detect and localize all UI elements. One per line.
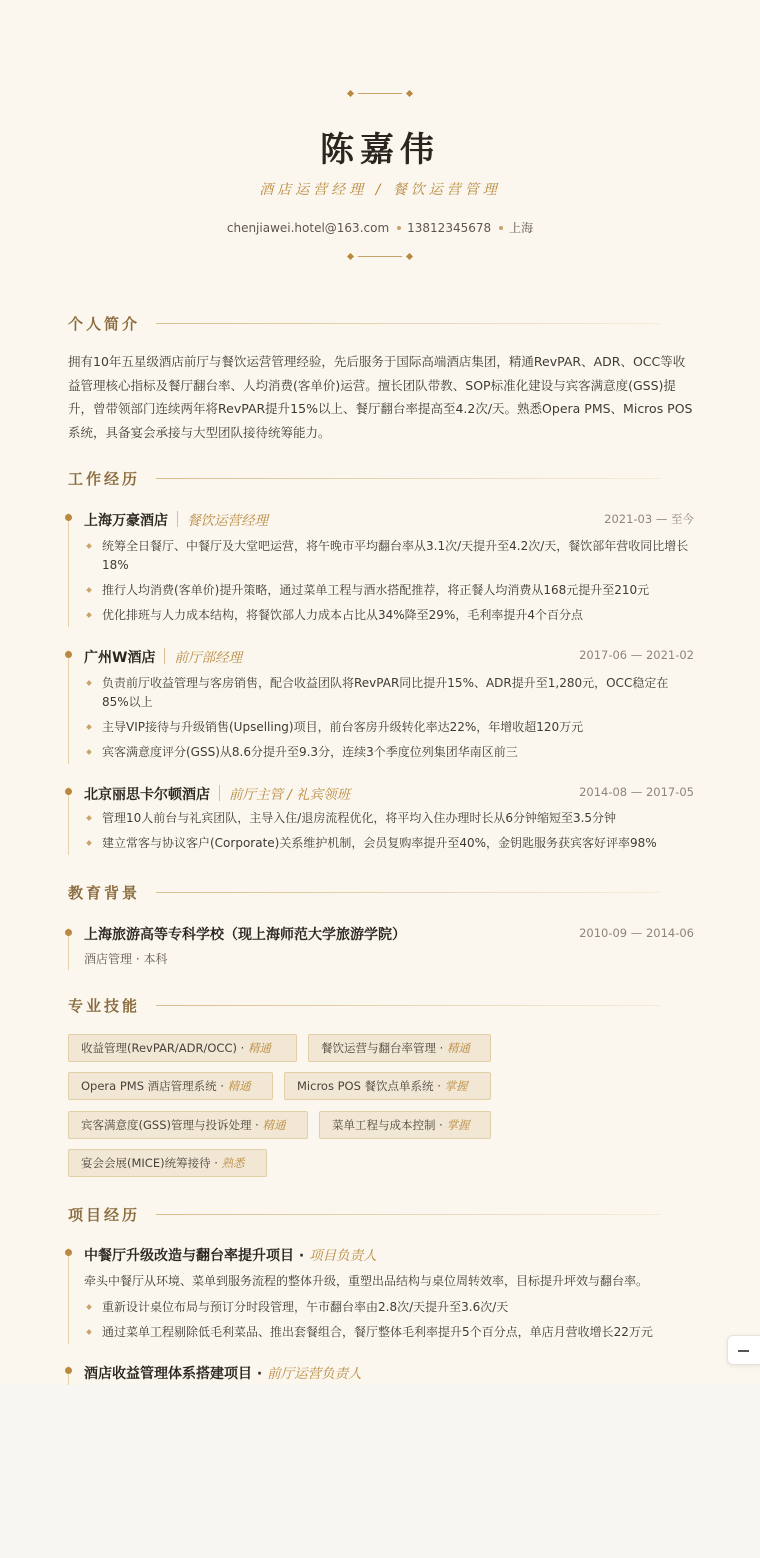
diamond-icon <box>347 253 354 260</box>
project-role: 前厅运营负责人 <box>267 1366 362 1382</box>
timeline-dot-icon <box>65 788 72 795</box>
list-item: 负责前厅收益管理与客房销售，配合收益团队将RevPAR同比提升15%、ADR提升至1,280元，OCC稳定在85%以上 <box>84 674 694 712</box>
diamond-icon <box>86 680 92 686</box>
job-role: 前厅主管 / 礼宾领班 <box>229 787 351 803</box>
work-entry <box>68 509 694 627</box>
work-items <box>84 809 694 859</box>
skill-tag: 收益管理(RevPAR/ADR/OCC) · 精通 <box>68 1034 297 1062</box>
timeline-dot-icon <box>65 929 72 936</box>
diamond-icon <box>86 724 92 730</box>
work-items <box>84 537 694 631</box>
project-entry <box>68 1362 694 1385</box>
education-entry <box>68 924 694 970</box>
skill-tag: 菜单工程与成本控制 · 掌握 <box>319 1111 491 1139</box>
entry-head <box>84 509 268 529</box>
email-text: chenjiawei.hotel@163.com <box>226 221 390 235</box>
entry-head: 酒店收益管理体系搭建项目 · 前厅运营负责人 <box>84 1366 362 1382</box>
section-title: 专业技能 <box>68 997 141 1015</box>
list-item: 统筹全日餐厅、中餐厅及大堂吧运营，将午晚市平均翻台率从3.1次/天提升至4.2次/天，餐饮部年营收同比增长18% <box>84 537 694 575</box>
diamond-icon <box>406 253 413 260</box>
project-items <box>84 1298 694 1348</box>
diamond-icon <box>86 587 92 593</box>
section-summary <box>68 313 660 333</box>
timeline-dot-icon <box>65 1249 72 1256</box>
section-title: 项目经历 <box>68 1206 141 1224</box>
work-entry <box>68 646 694 764</box>
diamond-icon <box>86 749 92 755</box>
company-name: 广州W酒店 <box>84 650 156 666</box>
job-title: 酒店运营经理 / 餐饮运营管理 <box>259 182 501 198</box>
skill-tag: Micros POS 餐饮点单系统 · 掌握 <box>284 1072 491 1100</box>
work-items <box>84 674 694 768</box>
city-text: 上海 <box>509 221 534 235</box>
company-name: 上海万豪酒店 <box>84 513 168 529</box>
date-range: 2010-09 — 2014-06 <box>579 926 694 940</box>
section-title: 工作经历 <box>68 470 141 488</box>
list-item: 优化排班与人力成本结构，将餐饮部人力成本占比从34%降至29%，毛利率提升4个百分点 <box>84 606 694 625</box>
entry-head <box>84 646 242 666</box>
section-projects <box>68 1204 660 1224</box>
contact-line <box>0 219 760 236</box>
work-entry <box>68 783 694 855</box>
dot-icon <box>397 226 401 230</box>
date-range: 2021-03 — 至今 <box>604 512 694 526</box>
major-degree: 酒店管理 · 本科 <box>84 952 168 966</box>
list-item: 推行人均消费(客单价)提升策略，通过菜单工程与酒水搭配推荐，将正餐人均消费从168元提升至210元 <box>84 581 694 600</box>
company-name: 北京丽思卡尔顿酒店 <box>84 787 210 803</box>
summary-text: 拥有10年五星级酒店前厅与餐饮运营管理经验，先后服务于国际高端酒店集团，精通RevPAR、ADR、OCC等收益管理核心指标及餐厅翻台率、人均消费(客单价)运营。擅长团队带教、SOP标准化建设与宾客满意度(GSS)提升，曾带领部门连续两年将RevPAR提升15%以上、餐厅翻台率提高至4.2次/天。熟悉Opera PMS、Micros POS系统，具备宴会承接与大型团队接待统筹能力。 <box>68 354 693 440</box>
section-education <box>68 882 660 902</box>
section-skills <box>68 995 660 1015</box>
section-work <box>68 468 660 488</box>
school-name: 上海旅游高等专科学校（现上海师范大学旅游学院） <box>84 927 406 943</box>
timeline-dot-icon <box>65 514 72 521</box>
timeline-dot-icon <box>65 1367 72 1374</box>
minus-icon <box>738 1350 749 1352</box>
section-title: 教育背景 <box>68 884 141 902</box>
diamond-icon <box>86 612 92 618</box>
timeline-dot-icon <box>65 651 72 658</box>
dot-icon <box>499 226 503 230</box>
project-entry <box>68 1244 694 1344</box>
diamond-icon <box>406 90 413 97</box>
date-range: 2014-08 — 2017-05 <box>579 785 694 799</box>
phone-text: 13812345678 <box>407 221 492 235</box>
section-title: 个人简介 <box>68 315 141 333</box>
entry-head <box>84 783 350 803</box>
top-ornament <box>348 90 412 98</box>
list-item: 主导VIP接待与升级销售(Upselling)项目，前台客房升级转化率达22%，年增收超120万元 <box>84 718 694 737</box>
diamond-icon <box>86 543 92 549</box>
skill-tag: 宾客满意度(GSS)管理与投诉处理 · 精通 <box>68 1111 308 1139</box>
diamond-icon <box>347 90 354 97</box>
skill-tag: 宴会会展(MICE)统筹接待 · 熟悉 <box>68 1149 267 1177</box>
entry-head: 中餐厅升级改造与翻台率提升项目 · 项目负责人 <box>84 1248 377 1264</box>
job-role: 前厅部经理 <box>174 650 242 666</box>
diamond-icon <box>86 840 92 846</box>
project-name: 中餐厅升级改造与翻台率提升项目 <box>84 1248 294 1264</box>
list-item: 建立常客与协议客户(Corporate)关系维护机制，会员复购率提升至40%，金钥匙服务获宾客好评率98% <box>84 834 694 853</box>
list-item: 管理10人前台与礼宾团队，主导入住/退房流程优化，将平均入住办理时长从6分钟缩短至3.5分钟 <box>84 809 694 828</box>
entry-head <box>84 924 406 944</box>
diamond-icon <box>86 815 92 821</box>
project-name: 酒店收益管理体系搭建项目 <box>84 1366 252 1382</box>
project-role: 项目负责人 <box>309 1248 377 1264</box>
skill-tag: 餐饮运营与翻台率管理 · 精通 <box>308 1034 491 1062</box>
project-description: 牵头中餐厅从环境、菜单到服务流程的整体升级，重塑出品结构与桌位周转效率，目标提升坪效与翻台率。 <box>84 1274 649 1288</box>
list-item: 通过菜单工程剔除低毛利菜品、推出套餐组合，餐厅整体毛利率提升5个百分点，单店月营收增长22万元 <box>84 1323 694 1342</box>
collapse-button[interactable] <box>727 1335 760 1365</box>
list-item: 重新设计桌位布局与预订分时段管理，午市翻台率由2.8次/天提升至3.6次/天 <box>84 1298 694 1317</box>
job-role: 餐饮运营经理 <box>187 513 268 529</box>
date-range: 2017-06 — 2021-02 <box>579 648 694 662</box>
candidate-name: 陈嘉伟 <box>320 130 440 170</box>
list-item: 宾客满意度评分(GSS)从8.6分提升至9.3分，连续3个季度位列集团华南区前三 <box>84 743 694 762</box>
skill-tag: Opera PMS 酒店管理系统 · 精通 <box>68 1072 273 1100</box>
diamond-icon <box>86 1329 92 1335</box>
bottom-ornament <box>348 253 412 261</box>
diamond-icon <box>86 1304 92 1310</box>
